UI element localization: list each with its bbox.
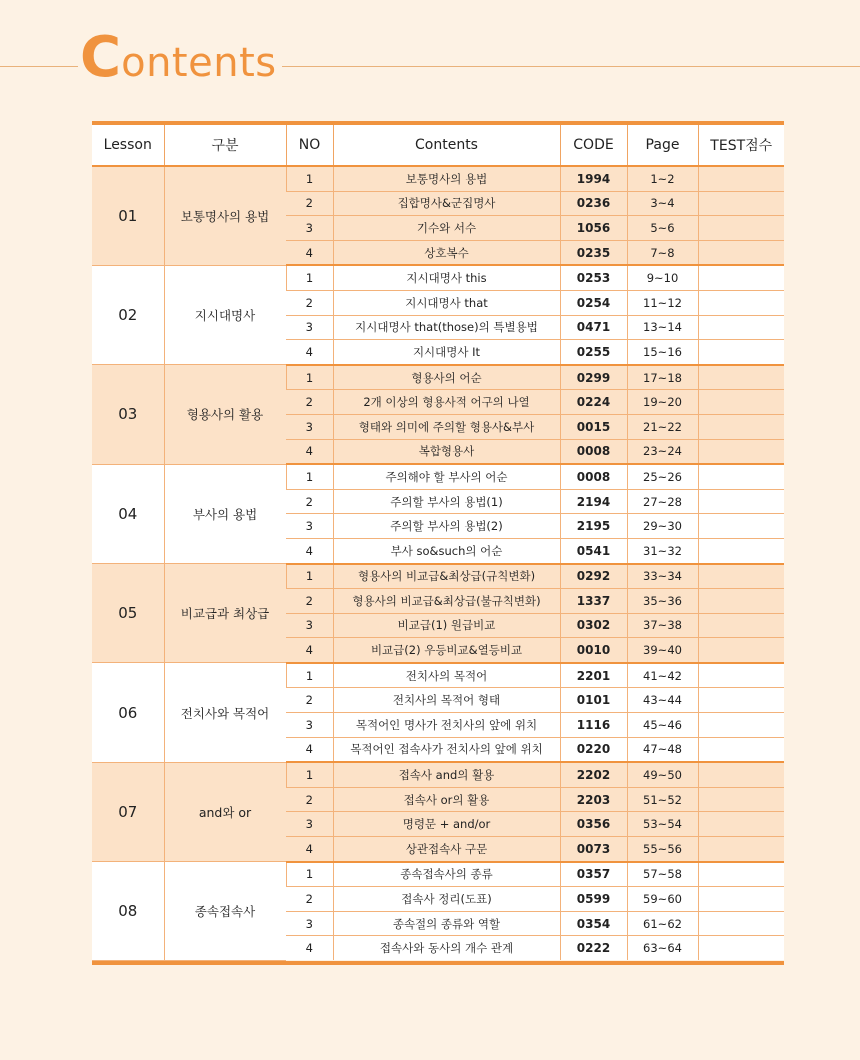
row-content: 주의할 부사의 용법(2) <box>333 514 560 539</box>
row-code: 0302 <box>560 613 627 638</box>
row-content: 목적어인 명사가 전치사의 앞에 위치 <box>333 713 560 738</box>
row-test-score <box>698 663 784 688</box>
row-page: 31~32 <box>627 538 698 563</box>
row-test-score <box>698 489 784 514</box>
row-code: 0101 <box>560 688 627 713</box>
row-test-score <box>698 936 784 960</box>
row-content: 상관접속사 구문 <box>333 837 560 862</box>
row-test-score <box>698 439 784 464</box>
row-page: 11~12 <box>627 290 698 315</box>
row-test-score <box>698 911 784 936</box>
row-page: 7~8 <box>627 240 698 265</box>
table-row <box>92 762 784 787</box>
row-no: 3 <box>286 216 333 241</box>
header-lesson: Lesson <box>92 125 164 166</box>
row-no: 1 <box>286 762 333 787</box>
row-no: 3 <box>286 315 333 340</box>
row-code: 0541 <box>560 538 627 563</box>
row-no: 2 <box>286 290 333 315</box>
lesson-category: 전치사와 목적어 <box>164 663 286 762</box>
row-no: 2 <box>286 191 333 216</box>
row-test-score <box>698 812 784 837</box>
row-test-score <box>698 762 784 787</box>
header-rule-right <box>282 66 860 67</box>
row-page: 39~40 <box>627 638 698 663</box>
row-code: 0299 <box>560 365 627 390</box>
row-content: 명령문 + and/or <box>333 812 560 837</box>
row-page: 25~26 <box>627 464 698 489</box>
row-no: 4 <box>286 936 333 960</box>
row-content: 접속사 and의 활용 <box>333 762 560 787</box>
row-content: 종속접속사의 종류 <box>333 862 560 887</box>
lesson-number: 08 <box>92 862 164 960</box>
row-code: 0008 <box>560 464 627 489</box>
row-content: 지시대명사 that(those)의 특별용법 <box>333 315 560 340</box>
row-code: 2195 <box>560 514 627 539</box>
row-no: 1 <box>286 464 333 489</box>
lesson-number: 05 <box>92 564 164 663</box>
row-page: 17~18 <box>627 365 698 390</box>
row-content: 복합형용사 <box>333 439 560 464</box>
row-no: 2 <box>286 489 333 514</box>
lesson-number: 06 <box>92 663 164 762</box>
row-page: 55~56 <box>627 837 698 862</box>
row-no: 2 <box>286 887 333 912</box>
row-test-score <box>698 862 784 887</box>
table-row <box>92 663 784 688</box>
title-rest: ontents <box>121 40 277 86</box>
row-test-score <box>698 464 784 489</box>
lesson-category: 보통명사의 용법 <box>164 166 286 265</box>
row-code: 0220 <box>560 737 627 762</box>
row-page: 23~24 <box>627 439 698 464</box>
row-no: 4 <box>286 538 333 563</box>
row-no: 1 <box>286 265 333 290</box>
row-test-score <box>698 290 784 315</box>
row-no: 3 <box>286 911 333 936</box>
row-content: 전치사의 목적어 형태 <box>333 688 560 713</box>
row-test-score <box>698 737 784 762</box>
row-test-score <box>698 514 784 539</box>
lesson-category: 부사의 용법 <box>164 464 286 563</box>
contents-table-wrapper <box>92 121 784 965</box>
row-test-score <box>698 216 784 241</box>
table-row <box>92 166 784 191</box>
lesson-category: 종속접속사 <box>164 862 286 960</box>
row-code: 0222 <box>560 936 627 960</box>
row-code: 0255 <box>560 340 627 365</box>
header-contents: Contents <box>333 125 560 166</box>
row-code: 1056 <box>560 216 627 241</box>
row-no: 4 <box>286 240 333 265</box>
row-content: 지시대명사 It <box>333 340 560 365</box>
row-page: 43~44 <box>627 688 698 713</box>
row-test-score <box>698 589 784 614</box>
row-no: 2 <box>286 589 333 614</box>
table-row <box>92 365 784 390</box>
row-test-score <box>698 166 784 191</box>
row-no: 4 <box>286 837 333 862</box>
row-code: 2201 <box>560 663 627 688</box>
row-no: 3 <box>286 414 333 439</box>
row-page: 45~46 <box>627 713 698 738</box>
header-rule-left <box>0 66 78 67</box>
row-no: 2 <box>286 688 333 713</box>
row-page: 27~28 <box>627 489 698 514</box>
row-code: 1994 <box>560 166 627 191</box>
row-page: 57~58 <box>627 862 698 887</box>
lesson-number: 02 <box>92 265 164 364</box>
lesson-number: 03 <box>92 365 164 464</box>
row-content: 비교급(2) 우등비교&열등비교 <box>333 638 560 663</box>
row-test-score <box>698 638 784 663</box>
row-test-score <box>698 538 784 563</box>
row-page: 59~60 <box>627 887 698 912</box>
row-test-score <box>698 414 784 439</box>
row-code: 0254 <box>560 290 627 315</box>
row-page: 33~34 <box>627 564 698 589</box>
row-no: 3 <box>286 514 333 539</box>
page-title <box>80 25 277 90</box>
row-page: 51~52 <box>627 787 698 812</box>
row-content: 상호복수 <box>333 240 560 265</box>
row-no: 1 <box>286 365 333 390</box>
row-test-score <box>698 713 784 738</box>
row-page: 3~4 <box>627 191 698 216</box>
row-content: 비교급(1) 원급비교 <box>333 613 560 638</box>
row-page: 9~10 <box>627 265 698 290</box>
row-no: 4 <box>286 439 333 464</box>
lesson-category: 형용사의 활용 <box>164 365 286 464</box>
row-content: 형용사의 비교급&최상급(규칙변화) <box>333 564 560 589</box>
row-content: 전치사의 목적어 <box>333 663 560 688</box>
title-initial: C <box>80 25 122 90</box>
row-code: 0354 <box>560 911 627 936</box>
row-code: 0008 <box>560 439 627 464</box>
table-body <box>92 166 784 960</box>
row-page: 19~20 <box>627 390 698 415</box>
row-code: 0356 <box>560 812 627 837</box>
row-content: 접속사 정리(도표) <box>333 887 560 912</box>
row-page: 5~6 <box>627 216 698 241</box>
row-page: 53~54 <box>627 812 698 837</box>
row-no: 3 <box>286 812 333 837</box>
row-content: 접속사 or의 활용 <box>333 787 560 812</box>
row-content: 종속절의 종류와 역할 <box>333 911 560 936</box>
lesson-number: 01 <box>92 166 164 265</box>
row-code: 0471 <box>560 315 627 340</box>
row-code: 0010 <box>560 638 627 663</box>
row-content: 형용사의 비교급&최상급(불규칙변화) <box>333 589 560 614</box>
row-content: 보통명사의 용법 <box>333 166 560 191</box>
row-page: 35~36 <box>627 589 698 614</box>
row-content: 형태와 의미에 주의할 형용사&부사 <box>333 414 560 439</box>
row-test-score <box>698 837 784 862</box>
row-code: 2203 <box>560 787 627 812</box>
table-row <box>92 265 784 290</box>
header-page: Page <box>627 125 698 166</box>
header-category: 구분 <box>164 125 286 166</box>
table-row <box>92 564 784 589</box>
row-content: 부사 so&such의 어순 <box>333 538 560 563</box>
table-row <box>92 464 784 489</box>
row-page: 63~64 <box>627 936 698 960</box>
row-test-score <box>698 265 784 290</box>
header-code: CODE <box>560 125 627 166</box>
row-page: 41~42 <box>627 663 698 688</box>
lesson-category: 지시대명사 <box>164 265 286 364</box>
row-no: 3 <box>286 713 333 738</box>
row-no: 1 <box>286 564 333 589</box>
row-content: 주의해야 할 부사의 어순 <box>333 464 560 489</box>
row-code: 0015 <box>560 414 627 439</box>
row-content: 접속사와 동사의 개수 관계 <box>333 936 560 960</box>
row-content: 지시대명사 that <box>333 290 560 315</box>
row-test-score <box>698 887 784 912</box>
table-row <box>92 862 784 887</box>
header-no: NO <box>286 125 333 166</box>
row-content: 형용사의 어순 <box>333 365 560 390</box>
row-page: 47~48 <box>627 737 698 762</box>
row-page: 21~22 <box>627 414 698 439</box>
row-content: 집합명사&군집명사 <box>333 191 560 216</box>
row-test-score <box>698 240 784 265</box>
lesson-number: 04 <box>92 464 164 563</box>
row-no: 2 <box>286 390 333 415</box>
row-page: 1~2 <box>627 166 698 191</box>
row-test-score <box>698 787 784 812</box>
row-test-score <box>698 191 784 216</box>
row-test-score <box>698 564 784 589</box>
row-code: 0292 <box>560 564 627 589</box>
row-page: 61~62 <box>627 911 698 936</box>
row-test-score <box>698 390 784 415</box>
row-no: 2 <box>286 787 333 812</box>
row-content: 기수와 서수 <box>333 216 560 241</box>
row-code: 0224 <box>560 390 627 415</box>
table-header-row <box>92 125 784 166</box>
contents-table <box>92 125 784 961</box>
row-code: 0236 <box>560 191 627 216</box>
lesson-category: 비교급과 최상급 <box>164 564 286 663</box>
row-code: 0235 <box>560 240 627 265</box>
row-test-score <box>698 613 784 638</box>
lesson-number: 07 <box>92 762 164 861</box>
row-content: 목적어인 접속사가 전치사의 앞에 위치 <box>333 737 560 762</box>
row-page: 49~50 <box>627 762 698 787</box>
row-no: 4 <box>286 737 333 762</box>
row-no: 3 <box>286 613 333 638</box>
page-header <box>0 25 860 100</box>
row-no: 4 <box>286 340 333 365</box>
row-code: 1116 <box>560 713 627 738</box>
row-code: 2202 <box>560 762 627 787</box>
row-page: 15~16 <box>627 340 698 365</box>
row-page: 37~38 <box>627 613 698 638</box>
row-no: 1 <box>286 663 333 688</box>
row-code: 2194 <box>560 489 627 514</box>
row-page: 29~30 <box>627 514 698 539</box>
row-code: 0073 <box>560 837 627 862</box>
row-no: 1 <box>286 166 333 191</box>
row-test-score <box>698 315 784 340</box>
row-test-score <box>698 340 784 365</box>
row-test-score <box>698 365 784 390</box>
row-test-score <box>698 688 784 713</box>
row-content: 주의할 부사의 용법(1) <box>333 489 560 514</box>
row-code: 0253 <box>560 265 627 290</box>
row-page: 13~14 <box>627 315 698 340</box>
row-code: 1337 <box>560 589 627 614</box>
lesson-category: and와 or <box>164 762 286 861</box>
row-no: 4 <box>286 638 333 663</box>
row-code: 0357 <box>560 862 627 887</box>
row-code: 0599 <box>560 887 627 912</box>
row-content: 2개 이상의 형용사적 어구의 나열 <box>333 390 560 415</box>
row-no: 1 <box>286 862 333 887</box>
header-test-score: TEST점수 <box>698 125 784 166</box>
row-content: 지시대명사 this <box>333 265 560 290</box>
